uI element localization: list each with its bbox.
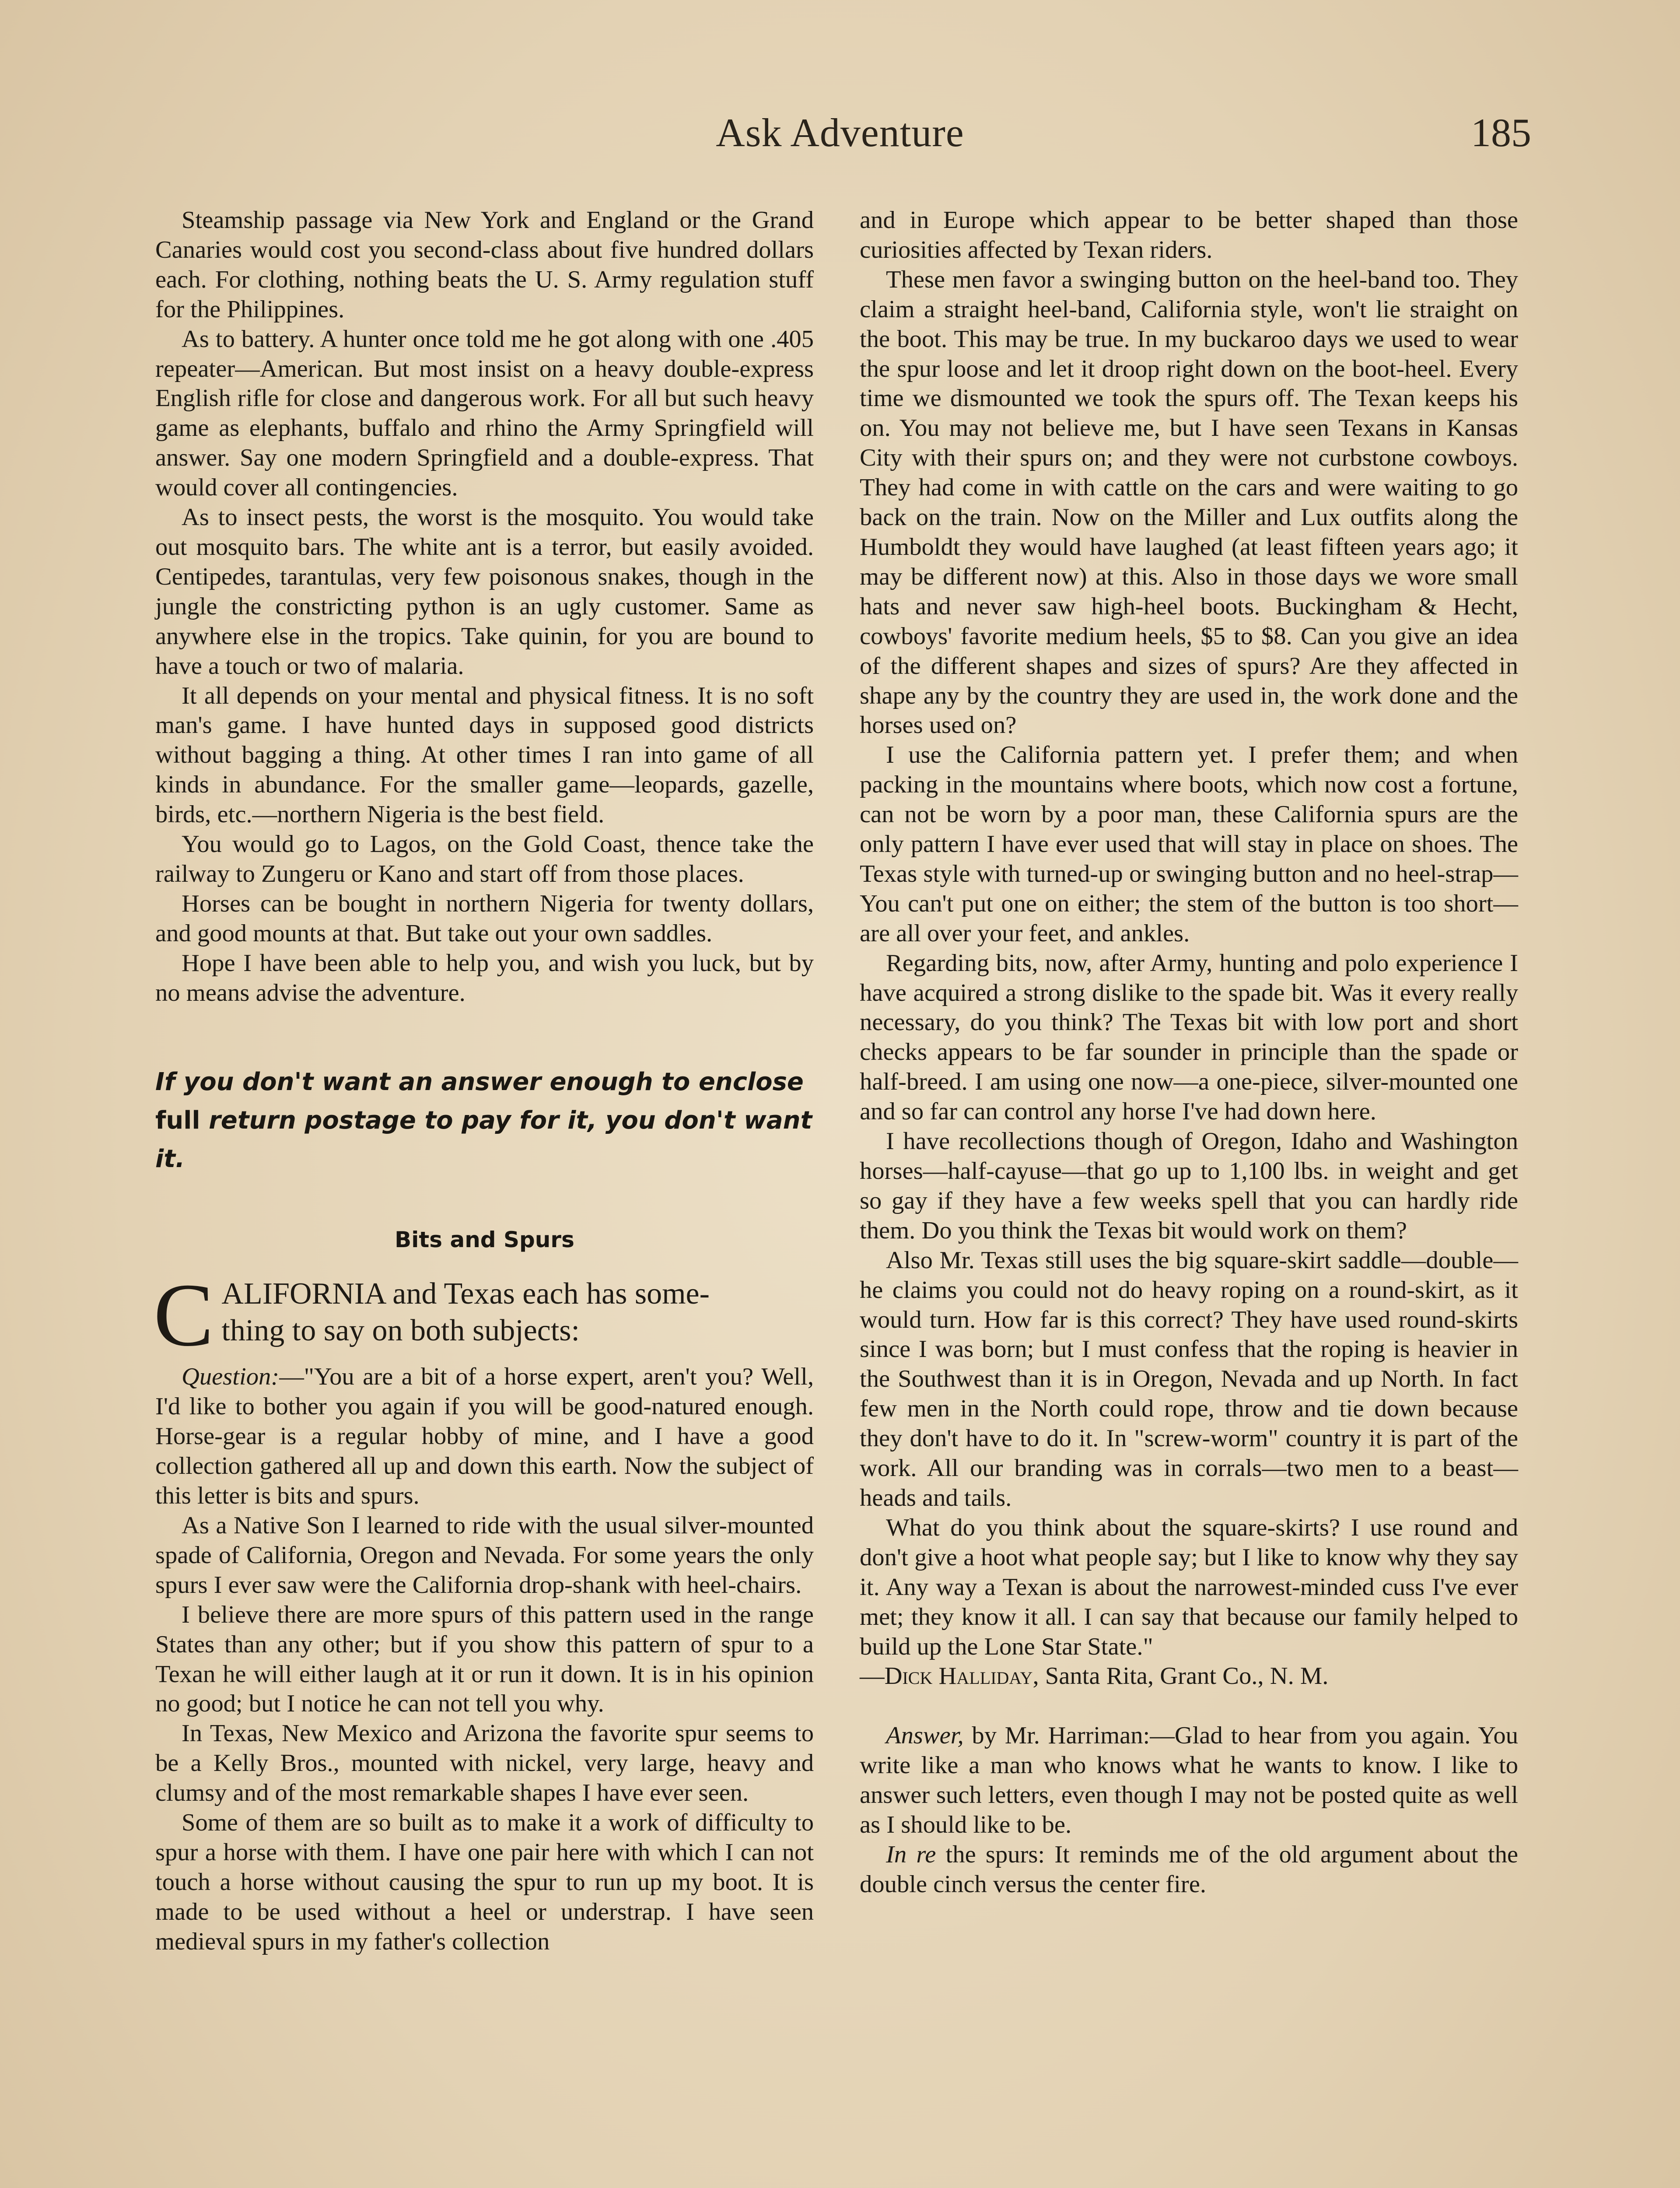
paragraph: Hope I have been able to help you, and wish you luck, but by no means advise the adventure. bbox=[155, 949, 814, 1006]
lead-line: thing to say on both subjects: bbox=[221, 1314, 580, 1348]
paragraph: As to insect pests, the worst is the mosquito. You would take out mosquito bars. The white ant is a terror, but easily avoided. Centipedes, tarantulas, very few poisonous snakes, though in the jungle the constricting python is an ugly customer. Same as anywhere else in the tropics. Take quinin, for you are bound to have a touch or two of malaria. bbox=[155, 504, 814, 680]
inre-paragraph bbox=[860, 1840, 1518, 1900]
lead-line: ALIFORNIA and Texas each has some- bbox=[221, 1277, 710, 1311]
paragraph: Some of them are so built as to make it a work of difficulty to spur a horse with them. I have one pair here with which I can not touch a horse without causing the spur to run up my boot. It is made to be used without a heel or understrap. I have seen medieval spurs in my father's collection bbox=[155, 1809, 814, 1955]
inre-label: In re bbox=[886, 1841, 936, 1868]
answer-paragraph bbox=[860, 1721, 1518, 1840]
right-column bbox=[860, 206, 1518, 1900]
paragraph: I believe there are more spurs of this pattern used in the range States than any other; but if you show this pattern of spur to a Texan he will either laugh at it or run it down. It is in his opinion no good; but I notice he can not tell you why. bbox=[155, 1601, 814, 1718]
running-title: Ask Adventure bbox=[716, 110, 964, 155]
paragraph: Also Mr. Texas still uses the big square-skirt saddle—double—he claims you could not do heavy roping on a round-skirt, as it would turn. How far is this correct? They have used round-skirts since I was born; but I must confess that the roping is heavier in the Southwest than it is in Oregon, Nevada and up North. In fact few men in the North could rope, throw and tie down because they don't have to do it. In "screw-worm" country it is part of the work. All our branding was in corrals—two men to a beast—heads and tails. bbox=[860, 1246, 1518, 1511]
lead-paragraph bbox=[154, 1265, 814, 1365]
paragraph: It all depends on your mental and physical fitness. It is no soft man's game. I have hunted days in supposed good districts without bagging a thing. At other times I ran into game of all kinds in abundance. For the smaller game—leopards, gazelle, birds, etc.—northern Nigeria is the best field. bbox=[155, 682, 814, 828]
question-text: —"You are a bit of a horse expert, aren't you? Well, I'd like to bother you again if you will be good-natured enough. Horse-gear is a regular hobby of mine, and I have a good collection gathered all up and down this earth. Now the subject of this letter is bits and spurs. bbox=[155, 1363, 814, 1510]
return-postage-notice bbox=[155, 1063, 814, 1178]
question-label: Question: bbox=[182, 1363, 280, 1391]
page-number: 185 bbox=[1471, 110, 1531, 155]
inre-text: the spurs: It reminds me of the old argument about the double cinch versus the center fire. bbox=[860, 1841, 1518, 1898]
signature-place: , Santa Rita, Grant Co., N. M. bbox=[1032, 1662, 1329, 1690]
paragraph: These men favor a swinging button on the heel-band too. They claim a straight heel-band, California style, won't lie straight on the boot. This may be true. In my buckaroo days we used to wear the spur loose and let it droop right down on the boot-heel. Every time we dismounted we took the spurs off. The Texan keeps his on. You may not believe me, but I have seen Texans in Kansas City with their spurs on; and they were not curbstone cowboys. They had come in with cattle on the cars and were waiting to go back on the train. Now on the Miller and Lux outfits along the Humboldt they would have laughed (at least fifteen years ago; it may be different now) at this. Also in those days we wore small hats and never saw high-heel boots. Buckingham & Hecht, cowboys' favorite medium heels, $5 to $8. Can you give an idea of the different shapes and sizes of spurs? Are they affected in shape any by the country they are used in, the work done and the horses used on? bbox=[860, 266, 1518, 739]
paragraph: Steamship passage via New York and England or the Grand Canaries would cost you second-class about five hundred dollars each. For clothing, nothing beats the U. S. Army regulation stuff for the Philippines. bbox=[155, 207, 814, 323]
drop-cap: C bbox=[154, 1265, 214, 1365]
notice-emphasis: full bbox=[155, 1106, 200, 1135]
answer-text: by Mr. Harriman:—Glad to hear from you again. You write like a man who knows what he wants to know. I like to answer such letters, even though I may not be posted quite as well as I should like to be. bbox=[860, 1722, 1518, 1839]
answer-label: Answer, bbox=[886, 1722, 964, 1750]
paragraph: Regarding bits, now, after Army, hunting and polo experience I have acquired a strong dislike to the spade bit. Was it every really necessary, do you think? The Texas bit with low port and short checks appears to be far sounder in principle than the spade or half-breed. I am using one now—a one-piece, silver-mounted one and so far can control any horse I've had down here. bbox=[860, 949, 1518, 1126]
paragraph: Horses can be bought in northern Nigeria for twenty dollars, and good mounts at that. But take out your own saddles. bbox=[155, 890, 814, 947]
paragraph: What do you think about the square-skirts? I use round and don't give a hoot what people say; but I like to know why they say it. Any way a Texan is about the narrowest-minded cuss I've ever met; they know it all. I can say that because our family helped to build up the Lone Star State." bbox=[860, 1514, 1518, 1660]
left-column bbox=[155, 206, 814, 1957]
signature-name: Dick Halliday bbox=[884, 1662, 1033, 1690]
notice-text: return postage to pay for it, you don't want it. bbox=[155, 1106, 812, 1174]
paragraph: You would go to Lagos, on the Gold Coast, thence take the railway to Zungeru or Kano and start off from those places. bbox=[155, 831, 814, 887]
paragraph: I use the California pattern yet. I prefer them; and when packing in the mountains where boots, which now cost a fortune, can not be worn by a poor man, these California spurs are the only pattern I have ever used that will stay in place on shoes. The Texas style with turned-up or swinging button and no heel-strap—You can't put one on either; the stem of the button is too short—are all over your feet, and ankles. bbox=[860, 741, 1518, 947]
paragraph: and in Europe which appear to be better shaped than those curiosities affected by Texan riders. bbox=[860, 207, 1518, 263]
paragraph: As to battery. A hunter once told me he got along with one .405 repeater—American. But most insist on a heavy double-express English rifle for close and dangerous work. For all but such heavy game as elephants, buffalo and rhino the Army Springfield will answer. Say one modern Springfield and a double-express. That would cover all contingencies. bbox=[155, 325, 814, 501]
notice-text: If you don't want an answer enough to enclose bbox=[155, 1068, 804, 1097]
paragraph: In Texas, New Mexico and Arizona the favorite spur seems to be a Kelly Bros., mounted with nickel, very large, heavy and clumsy and of the most remarkable shapes I have ever seen. bbox=[155, 1720, 814, 1807]
signature-line bbox=[860, 1662, 1518, 1691]
question-paragraph bbox=[155, 1362, 814, 1511]
signature-dash: — bbox=[860, 1662, 885, 1690]
paragraph: I have recollections though of Oregon, Idaho and Washington horses—half-cayuse—that go up to 1,100 lbs. in weight and get so gay if they have a few weeks spell that you can hardly ride them. Do you think the Texas bit would work on them? bbox=[860, 1128, 1518, 1244]
section-title: Bits and Spurs bbox=[395, 1227, 574, 1253]
spacer bbox=[860, 1691, 1518, 1721]
paragraph: As a Native Son I learned to ride with the usual silver-mounted spade of California, Oregon and Nevada. For some years the only spurs I ever saw were the California drop-shank with heel-chairs. bbox=[155, 1512, 814, 1599]
